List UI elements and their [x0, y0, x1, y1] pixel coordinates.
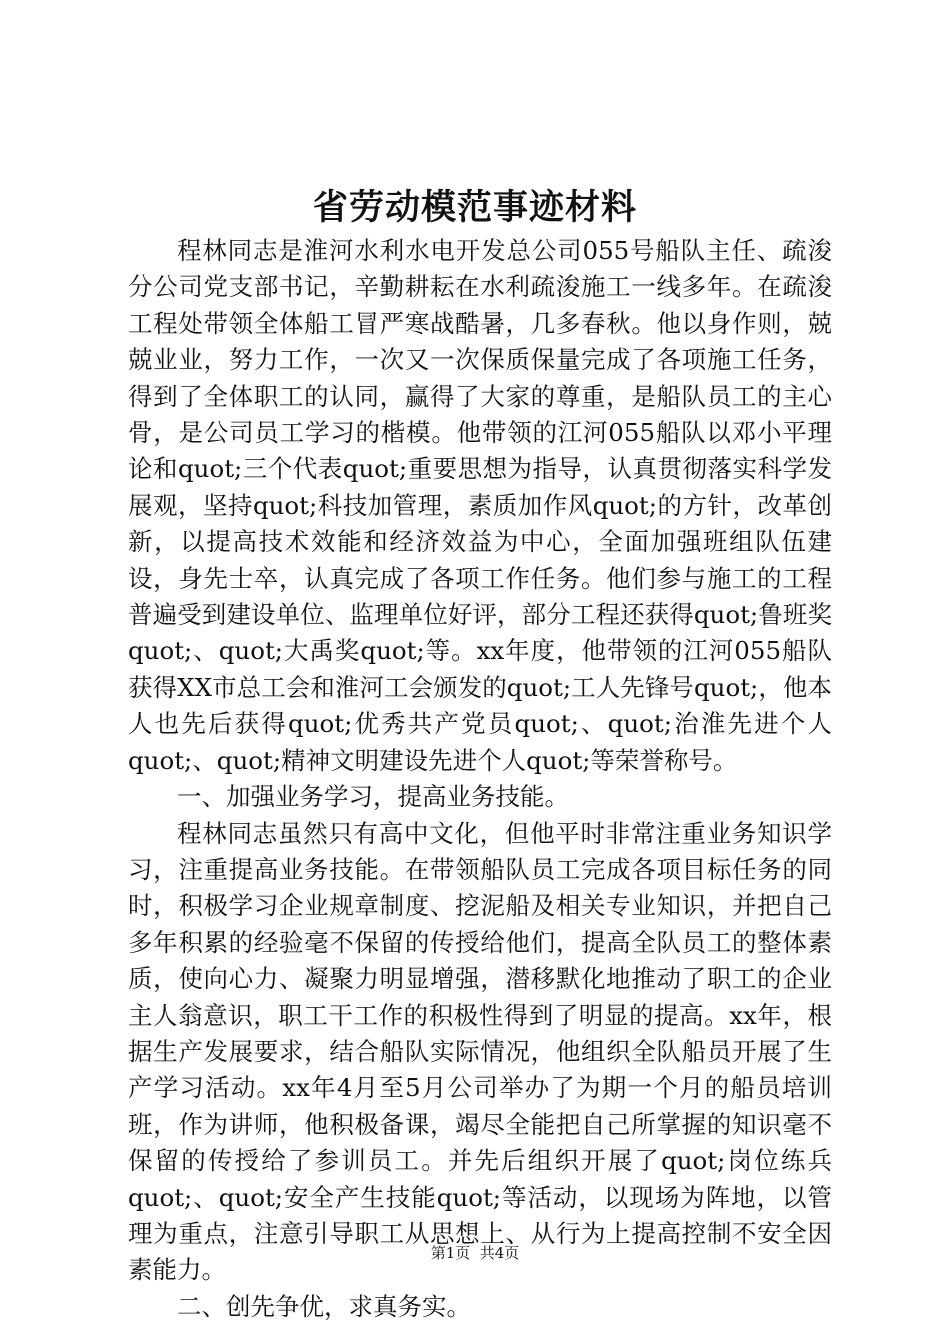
page-footer: 第1页 共4页 [430, 1244, 520, 1262]
paragraph-section-1: 程林同志虽然只有高中文化，但他平时非常注重业务知识学习，注重提高业务技能。在带领船队员工完成各项目标任务的同时，积极学习企业规章制度、挖泥船及相关专业知识，并把自己多年积累的经验毫不保留的传授给他们，提高全队员工的整体素质，使向心力、凝聚力明显增强，潜移默化地推动了职工的企业主人翁意识，职工干工作的积极性得到了明显的提高。xx年，根据生产发展要求，结合船队实际情况，他组织全队船员开展了生产学习活动。xx年4月至5月公司举办了为期一个月的船员培训班，作为讲师，他积极备课，竭尽全能把自己所掌握的知识毫不保留的传授给了参训员工。并先后组织开展了quot;岗位练兵quot;、quot;安全产生技能quot;等活动，以现场为阵地，以管理为重点，注意引导职工从思想上、从行为上提高控制不安全因素能力。 [128, 818, 832, 1285]
document-body [128, 233, 832, 1325]
paragraph-intro: 程林同志是淮河水利水电开发总公司055号船队主任、疏浚分公司党支部书记，辛勤耕耘在水利疏浚施工一线多年。在疏浚工程处带领全体船工冒严寒战酷暑，几多春秋。他以身作则，兢兢业业，努力工作，一次又一次保质保量完成了各项施工任务，得到了全体职工的认同，赢得了大家的尊重，是船队员工的主心骨，是公司员工学习的楷模。他带领的江河055船队以邓小平理论和quot;三个代表quot;重要思想为指导，认真贯彻落实科学发展观，坚持quot;科技加管理，素质加作风quot;的方针，改革创新，以提高技术效能和经济效益为中心，全面加强班组队伍建设，身先士卒，认真完成了各项工作任务。他们参与施工的工程普遍受到建设单位、监理单位好评，部分工程还获得quot;鲁班奖quot;、quot;大禹奖quot;等。xx年度，他带领的江河055船队获得XX市总工会和淮河工会颁发的quot;工人先锋号quot;，他本人也先后获得quot;优秀共产党员quot;、quot;治淮先进个人quot;、quot;精神文明建设先进个人quot;等荣誉称号。 [128, 236, 832, 775]
section-heading-1: 一、加强业务学习，提高业务技能。 [177, 782, 569, 812]
section-heading-2: 二、创先争优，求真务实。 [177, 1291, 471, 1321]
document-title: 省劳动模范事迹材料 [312, 187, 637, 228]
